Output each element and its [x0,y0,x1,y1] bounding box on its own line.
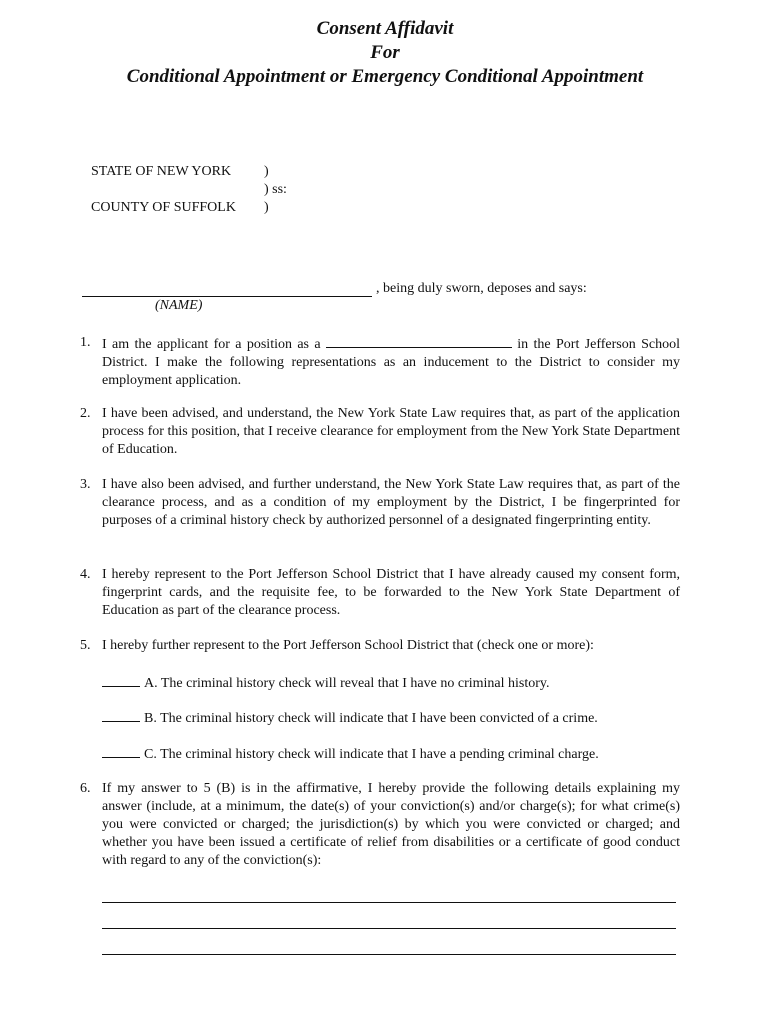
option-a [102,673,550,693]
paragraph-1 [80,334,680,390]
document-title: Consent Affidavit [316,18,454,39]
option-b [102,708,598,728]
option-c-text: C. The criminal history check will indicate that I have a pending criminal charge. [144,747,599,762]
paragraph-number: 1. [80,335,91,350]
paragraph-3 [80,476,680,530]
paragraph-1-text-before: I am the applicant for a position as a [102,337,321,352]
county-label: COUNTY OF SUFFOLK [91,200,236,215]
paragraph-1-text-after: in the Port Jefferson School District. I make the following representations as an inducement to the District to consider my employment application. [102,337,681,388]
option-b-checkbox[interactable] [102,708,140,722]
answer-line-3[interactable] [102,954,676,955]
option-a-text: A. The criminal history check will reveal that I have no criminal history. [144,676,550,691]
document-subtitle: Conditional Appointment or Emergency Conditional Appointment [126,66,644,87]
position-field[interactable] [326,334,512,348]
option-c [102,744,599,764]
county-paren: ) [264,200,269,215]
name-caption: (NAME) [155,298,203,313]
name-field[interactable] [82,280,372,297]
option-a-checkbox[interactable] [102,673,140,687]
answer-line-2[interactable] [102,928,676,929]
paragraph-5-text: I hereby further represent to the Port Jefferson School District that (check one or more): [102,638,594,653]
paragraph-number: 5. [80,638,91,653]
paragraph-2 [80,405,680,459]
sworn-text: , being duly sworn, deposes and says: [376,281,587,296]
paragraph-2-text: I have been advised, and understand, the New York State Law requires that, as part of the application process for this position, that I receive clearance for employment from the New York State Department of Education. [102,406,680,457]
paragraph-number: 2. [80,406,91,421]
paragraph-number: 6. [80,781,91,796]
document-title-for: For [370,42,400,63]
state-paren: ) [264,164,269,179]
ss-label: ) ss: [264,182,287,197]
paragraph-6 [80,780,680,870]
answer-line-1[interactable] [102,902,676,903]
deponent-line [82,280,587,297]
option-b-text: B. The criminal history check will indicate that I have been convicted of a crime. [144,711,598,726]
venue-block [91,163,287,217]
paragraph-4 [80,566,680,620]
paragraph-5 [80,637,680,655]
paragraph-number: 3. [80,477,91,492]
paragraph-6-text: If my answer to 5 (B) is in the affirmative, I hereby provide the following details explaining my answer (include, at a minimum, the date(s) of your conviction(s) and/or charge(s); for what crime(s) you were convicted or charged; the jurisdiction(s) by which you were convicted or charged; and whether you have been issued a certificate of relief from disabilities or a certificate of good conduct with regard to any of the conviction(s): [102,781,680,868]
option-c-checkbox[interactable] [102,744,140,758]
paragraph-number: 4. [80,567,91,582]
state-label: STATE OF NEW YORK [91,164,232,179]
paragraph-3-text: I have also been advised, and further understand, the New York State Law requires that, as part of the clearance process, and as a condition of my employment by the District, I be fingerprinted for purposes of a criminal history check by authorized personnel of a designated fingerprinting entity. [102,477,680,528]
paragraph-4-text: I hereby represent to the Port Jefferson School District that I have already caused my consent form, fingerprint cards, and the requisite fee, to be forwarded to the New York State Department of Education as part of the clearance process. [102,567,680,618]
